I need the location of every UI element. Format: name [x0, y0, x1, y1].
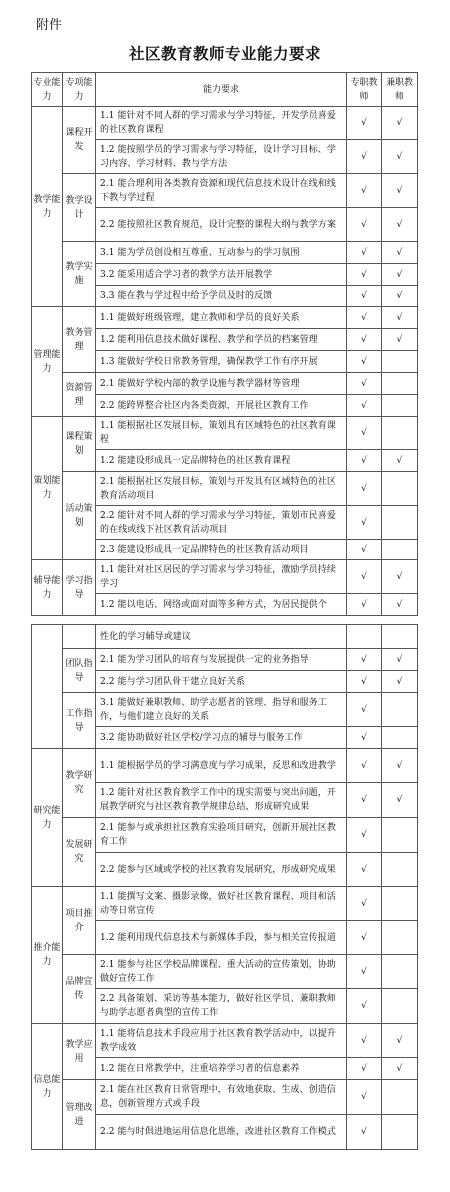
- area-cell: 辅导能力: [32, 560, 63, 616]
- full-time-check: √: [347, 450, 382, 472]
- part-time-check: √: [382, 594, 418, 616]
- full-time-check: √: [347, 472, 382, 506]
- part-time-check: √: [382, 749, 418, 783]
- full-time-check: √: [347, 395, 382, 417]
- table-row: [32, 472, 418, 506]
- full-time-check: √: [347, 671, 382, 693]
- requirement-cell: 2.1 能合理利用各类教育资源和现代信息技术设计在线和线下教与学过程: [96, 174, 347, 208]
- table-row: [32, 955, 418, 989]
- requirement-cell: 2.1 能为学习团队的培育与发展提供一定的业务指导: [96, 649, 347, 671]
- part-time-check: [382, 955, 418, 989]
- table-row: [32, 887, 418, 921]
- table-row: [32, 373, 418, 395]
- requirement-cell: 1.2 能以电话、网络或面对面等多种方式，为居民提供个: [96, 594, 347, 616]
- part-time-check: [382, 818, 418, 853]
- full-time-check: √: [347, 351, 382, 373]
- requirement-cell: 1.1 能针对社区居民的学习需求与学习特征，激励学员持续学习: [96, 560, 347, 594]
- header-requirement: 能力要求: [96, 73, 347, 107]
- part-time-check: √: [382, 307, 418, 329]
- item-cell: 发展研究: [63, 818, 96, 887]
- full-time-check: √: [347, 329, 382, 351]
- item-cell: 工作指导: [63, 693, 96, 749]
- requirement-cell: 2.2 能针对不同人群的学习需求与学习特征，策划市民喜爱的在线或线下社区教育活动项目: [96, 506, 347, 540]
- table-row: [32, 107, 418, 140]
- item-cell: 项目推介: [63, 887, 96, 955]
- item-cell: 活动策划: [63, 472, 96, 560]
- requirement-cell: 3.2 能采用适合学习者的教学方法开展教学: [96, 264, 347, 286]
- requirement-cell: 2.2 能跨界整合社区内各类资源，开展社区教育工作: [96, 395, 347, 417]
- full-time-check: √: [347, 174, 382, 208]
- full-time-check: √: [347, 989, 382, 1024]
- area-cell: 管理能力: [32, 307, 63, 417]
- table-row: [32, 693, 418, 727]
- requirement-cell: 2.1 能参与或承担社区教育实验项目研究，创新开展社区教育工作: [96, 818, 347, 853]
- full-time-check: √: [347, 818, 382, 853]
- part-time-check: √: [382, 208, 418, 242]
- table-row: [32, 1024, 418, 1058]
- requirement-cell: 3.2 能协助做好社区学校/学习点的辅导与服务工作: [96, 727, 347, 749]
- table-row: [32, 749, 418, 783]
- part-time-check: √: [382, 649, 418, 671]
- requirement-cell: 3.3 能在教与学过程中给予学员及时的反馈: [96, 286, 347, 307]
- part-time-check: [382, 727, 418, 749]
- part-time-check: [382, 625, 418, 649]
- header-full-time: 专职教师: [347, 73, 382, 107]
- part-time-check: √: [382, 783, 418, 818]
- item-cell: 课程策划: [63, 417, 96, 472]
- table-header-row: [32, 73, 418, 107]
- part-time-check: √: [382, 140, 418, 174]
- attachment-label: 附件: [36, 18, 63, 33]
- part-time-check: √: [382, 107, 418, 140]
- area-cell: 策划能力: [32, 417, 63, 560]
- requirement-cell: 1.2 能在日常教学中，注重培养学习者的信息素养: [96, 1058, 347, 1080]
- part-time-check: [382, 417, 418, 450]
- part-time-check: √: [382, 329, 418, 351]
- full-time-check: √: [347, 1058, 382, 1080]
- full-time-check: √: [347, 506, 382, 540]
- table-row: [32, 307, 418, 329]
- requirement-cell: 1.2 能按照学员的学习需求与学习特征，设计学习目标、学习内容、学习材料、教与学方法: [96, 140, 347, 174]
- full-time-check: √: [347, 286, 382, 307]
- requirement-cell: 1.2 能利用信息技术做好课程、教学和学员的档案管理: [96, 329, 347, 351]
- table-row: [32, 417, 418, 450]
- item-cell: 教学应用: [63, 1024, 96, 1080]
- requirement-cell: 2.2 能参与区域或学校的社区教育发展研究，形成研究成果: [96, 853, 347, 887]
- part-time-check: [382, 853, 418, 887]
- area-cell-continued: [32, 625, 63, 749]
- item-cell: 教务管理: [63, 307, 96, 373]
- part-time-check: [382, 395, 418, 417]
- full-time-check: √: [347, 649, 382, 671]
- full-time-check: √: [347, 693, 382, 727]
- header-area: 专业能力: [32, 73, 63, 107]
- part-time-check: [382, 1115, 418, 1150]
- item-cell: 团队指导: [63, 649, 96, 693]
- full-time-check: √: [347, 887, 382, 921]
- requirement-cell: 2.2 能与学习团队骨干建立良好关系: [96, 671, 347, 693]
- area-cell: 信息能力: [32, 1024, 63, 1150]
- part-time-check: √: [382, 286, 418, 307]
- item-cell: 学习指导: [63, 560, 96, 616]
- item-cell-continued: [63, 625, 96, 649]
- requirement-cell: 1.3 能做好学校日常教务管理，确保教学工作有序开展: [96, 351, 347, 373]
- full-time-check: [347, 625, 382, 649]
- requirement-cell: 1.1 能做好班级管理，建立教师和学员的良好关系: [96, 307, 347, 329]
- area-cell: 推介能力: [32, 887, 63, 1024]
- item-cell: 课程开发: [63, 107, 96, 174]
- table-row: [32, 1080, 418, 1115]
- full-time-check: √: [347, 208, 382, 242]
- full-time-check: √: [347, 783, 382, 818]
- part-time-check: [382, 540, 418, 560]
- area-cell: 研究能力: [32, 749, 63, 887]
- requirement-cell: 1.1 能将信息技术手段应用于社区教育教学活动中，以提升教学成效: [96, 1024, 347, 1058]
- table-row: [32, 649, 418, 671]
- full-time-check: √: [347, 921, 382, 955]
- part-time-check: [382, 1080, 418, 1115]
- full-time-check: √: [347, 1115, 382, 1150]
- item-cell: 品牌宣传: [63, 955, 96, 1024]
- part-time-check: √: [382, 671, 418, 693]
- part-time-check: √: [382, 1024, 418, 1058]
- requirement-cell: 1.2 能建设形成具一定品牌特色的社区教育课程: [96, 450, 347, 472]
- item-cell: 管理改进: [63, 1080, 96, 1150]
- requirement-cell: 1.2 能针对社区教育教学工作中的现实需要与突出问题，开展教学研究与社区教育教学规律总结，形成研究成果: [96, 783, 347, 818]
- area-cell: 教学能力: [32, 107, 63, 307]
- full-time-check: √: [347, 107, 382, 140]
- table-row: [32, 174, 418, 208]
- part-time-check: √: [382, 560, 418, 594]
- full-time-check: √: [347, 417, 382, 450]
- part-time-check: [382, 472, 418, 506]
- full-time-check: √: [347, 749, 382, 783]
- requirement-cell: 性化的学习辅导或建议: [96, 625, 347, 649]
- page-title: 社区教育教师专业能力要求: [128, 45, 321, 63]
- item-cell: 教学设计: [63, 174, 96, 242]
- requirements-table-part-1: [31, 72, 418, 616]
- item-cell: 教学研究: [63, 749, 96, 818]
- full-time-check: √: [347, 560, 382, 594]
- requirement-cell: 2.1 能在社区教育日常管理中，有效地获取、生成、创造信息，创新管理方式或手段: [96, 1080, 347, 1115]
- full-time-check: √: [347, 242, 382, 264]
- table-row: [32, 818, 418, 853]
- requirement-cell: 2.1 能根据社区发展目标，策划与开发具有区域特色的社区教育活动项目: [96, 472, 347, 506]
- part-time-check: [382, 506, 418, 540]
- requirement-cell: 3.1 能为学员创设相互尊重、互动参与的学习氛围: [96, 242, 347, 264]
- full-time-check: √: [347, 140, 382, 174]
- requirement-cell: 2.2 能按照社区教育规范，设计完整的课程大纲与教学方案: [96, 208, 347, 242]
- full-time-check: √: [347, 307, 382, 329]
- table-row: [32, 242, 418, 264]
- part-time-check: [382, 373, 418, 395]
- item-cell: 资源管理: [63, 373, 96, 417]
- part-time-check: [382, 921, 418, 955]
- part-time-check: √: [382, 1058, 418, 1080]
- part-time-check: √: [382, 242, 418, 264]
- requirement-cell: 1.1 能根据社区发展目标，策划具有区域特色的社区教育课程: [96, 417, 347, 450]
- header-item: 专项能力: [63, 73, 96, 107]
- full-time-check: √: [347, 955, 382, 989]
- requirement-cell: 1.1 能针对不同人群的学习需求与学习特征，开发学员喜爱的社区教育课程: [96, 107, 347, 140]
- part-time-check: √: [382, 264, 418, 286]
- part-time-check: [382, 693, 418, 727]
- requirement-cell: 1.2 能利用现代信息技术与新媒体手段，参与相关宣传报道: [96, 921, 347, 955]
- requirement-cell: 2.3 能建设形成具一定品牌特色的社区教育活动项目: [96, 540, 347, 560]
- full-time-check: √: [347, 264, 382, 286]
- requirement-cell: 2.2 具备策划、采访等基本能力，做好社区学员、兼职教师与助学志愿者典型的宣传工作: [96, 989, 347, 1024]
- table-row: [32, 560, 418, 594]
- part-time-check: [382, 887, 418, 921]
- part-time-check: [382, 989, 418, 1024]
- part-time-check: [382, 351, 418, 373]
- full-time-check: √: [347, 1080, 382, 1115]
- requirement-cell: 2.1 能做好学校内部的教学设施与教学器材等管理: [96, 373, 347, 395]
- full-time-check: √: [347, 1024, 382, 1058]
- requirement-cell: 3.1 能做好兼职教师、助学志愿者的管理、指导和服务工作，与他们建立良好的关系: [96, 693, 347, 727]
- requirements-table-part-2: [31, 624, 418, 1150]
- table-row: [32, 625, 418, 649]
- requirement-cell: 2.1 能参与社区学校品牌课程、重大活动的宣传策划，协助做好宣传工作: [96, 955, 347, 989]
- part-time-check: √: [382, 174, 418, 208]
- requirement-cell: 1.1 能根据学员的学习满意度与学习成果，反思和改进教学: [96, 749, 347, 783]
- full-time-check: √: [347, 594, 382, 616]
- header-part-time: 兼职教师: [382, 73, 418, 107]
- full-time-check: √: [347, 853, 382, 887]
- requirement-cell: 2.2 能与时俱进地运用信息化思维，改进社区教育工作模式: [96, 1115, 347, 1150]
- full-time-check: √: [347, 540, 382, 560]
- item-cell: 教学实施: [63, 242, 96, 307]
- part-time-check: √: [382, 450, 418, 472]
- full-time-check: √: [347, 727, 382, 749]
- full-time-check: √: [347, 373, 382, 395]
- requirement-cell: 1.1 能撰写文案、摄影录像，做好社区教育课程、项目和活动等日常宣传: [96, 887, 347, 921]
